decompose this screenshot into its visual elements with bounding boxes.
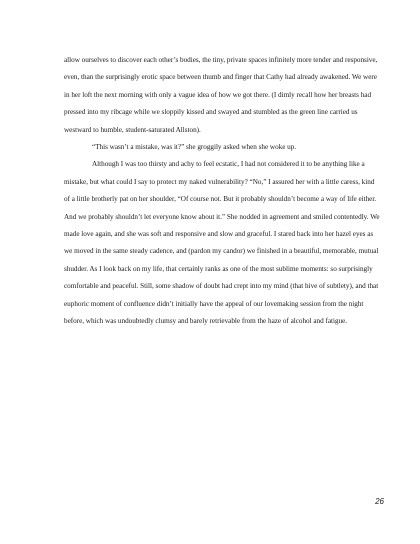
page-number: 26	[375, 497, 384, 506]
paragraph-continuation: allow ourselves to discover each other’s bodies, the tiny, private spaces infinitely more tender and responsive, even, than the surprisingly erotic space between thumb and finger that Cathy had already awakened. We were in her loft the next morning with only a vague idea of how we got there. (I dimly recall how her breasts had pressed into my ribcage while we sloppily kissed and swayed and stumbled as the green line carried us westward to humble, student-saturated Allston).	[64, 56, 378, 134]
paragraph-dialogue: “This wasn’t a mistake, was it?” she groggily asked when she woke up.	[92, 143, 297, 152]
paragraph-main: Although I was too thirsty and achy to feel ecstatic, I had not considered it to be anything like a mistake, but what could I say to protect my naked vulnerability? “No,” I assured her with a little caress, kind of a little brotherly pat on her shoulder, “Of course not. But it probably shouldn’t become a way of life either. And we probably shouldn’t let everyone know about it.” She nodded in agreement and smiled contentedly. We made love again, and she was soft and responsive and slow and graceful. I stared back into her hazel eyes as we moved in the same steady cadence, and (pardon my candor) we finished in a beautiful, memorable, mutual shudder. As I look back on my life, that certainly ranks as one of the most sublime moments: so surprisingly comfortable and peaceful. Still, some shadow of doubt had crept into my mind (that hive of subtlety), and that euphoric moment of confluence didn’t initially have the appeal of our lovemaking session from the night before, which was undoubtedly clumsy and barely retrievable from the haze of alcohol and fatigue.	[64, 160, 380, 326]
body-text	[64, 52, 382, 331]
